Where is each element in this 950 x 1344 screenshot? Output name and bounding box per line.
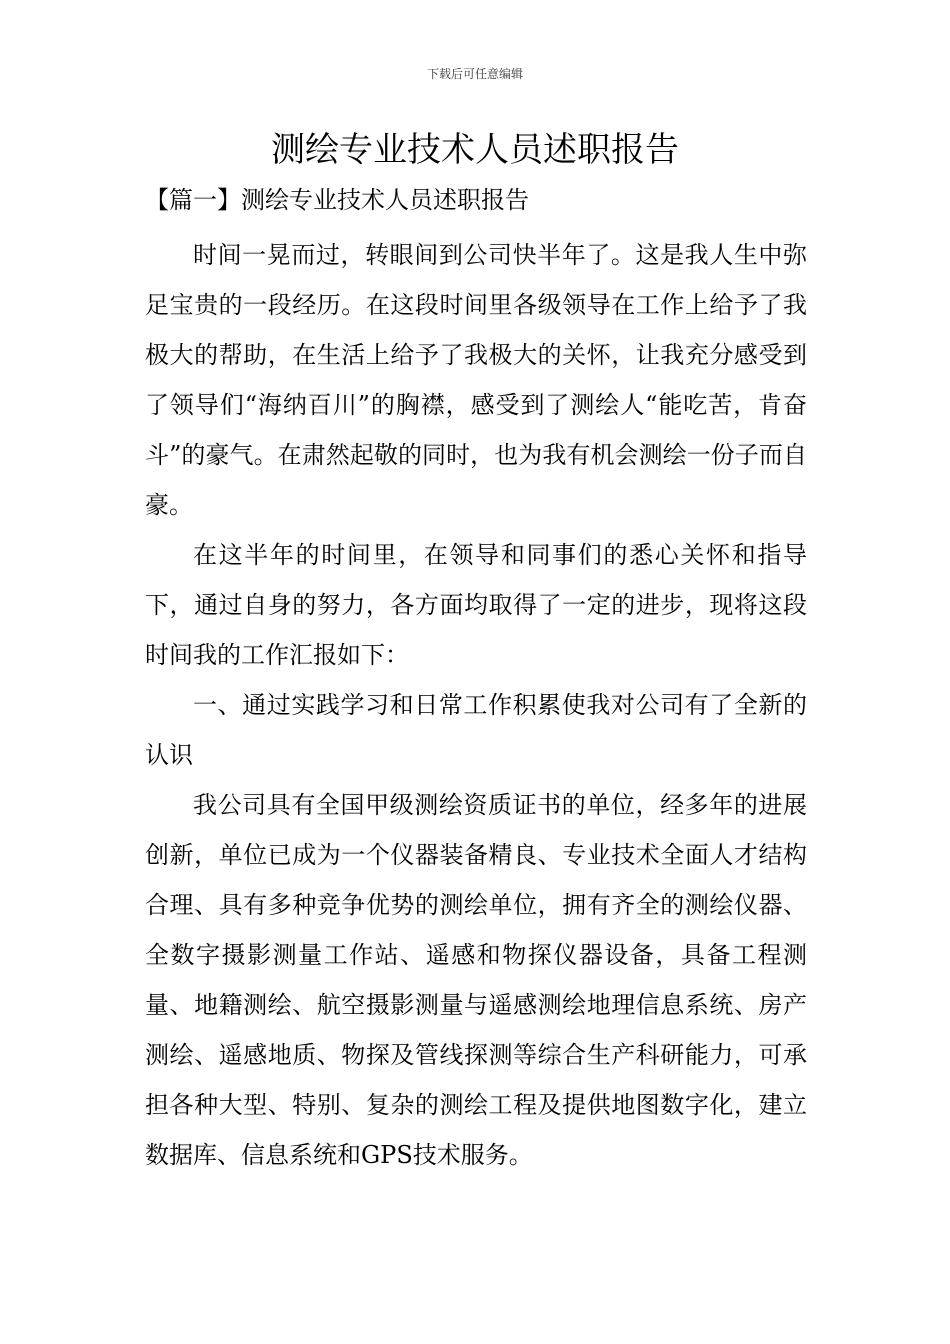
- header-note: 下载后可任意编辑: [426, 67, 523, 81]
- paragraph: 在这半年的时间里，在领导和同事们的悉心关怀和指导下，通过自身的努力，各方面均取得了一定的进步，现将这段时间我的工作汇报如下：: [145, 541, 807, 669]
- paragraph: 一、通过实践学习和日常工作积累使我对公司有了全新的认识: [145, 691, 807, 769]
- paragraph: 时间一晃而过，转眼间到公司快半年了。这是我人生中弥足宝贵的一段经历。在这段时间里各级领导在工作上给予了我极大的帮助，在生活上给予了我极大的关怀，让我充分感受到了领导们“海纳百川”的胸襟，感受到了测绘人“能吃苦，肯奋斗”的豪气。在肃然起敬的同时，也为我有机会测绘一份子而自豪。: [145, 241, 807, 519]
- document-body: [145, 180, 807, 1180]
- paragraph: 我公司具有全国甲级测绘资质证书的单位，经多年的进展创新，单位已成为一个仪器装备精良、专业技术全面人才结构合理、具有多种竞争优势的测绘单位，拥有齐全的测绘仪器、全数字摄影测量工作站、遥感和物探仪器设备，具备工程测量、地籍测绘、航空摄影测量与遥感测绘地理信息系统、房产测绘、遥感地质、物探及管线探测等综合生产科研能力，可承担各种大型、特别、复杂的测绘工程及提供地图数字化，建立数据库、信息系统和GPS技术服务。: [145, 791, 807, 1169]
- document-title: 测绘专业技术人员述职报告: [271, 130, 679, 170]
- section-heading: 【篇一】测绘专业技术人员述职报告: [145, 186, 529, 214]
